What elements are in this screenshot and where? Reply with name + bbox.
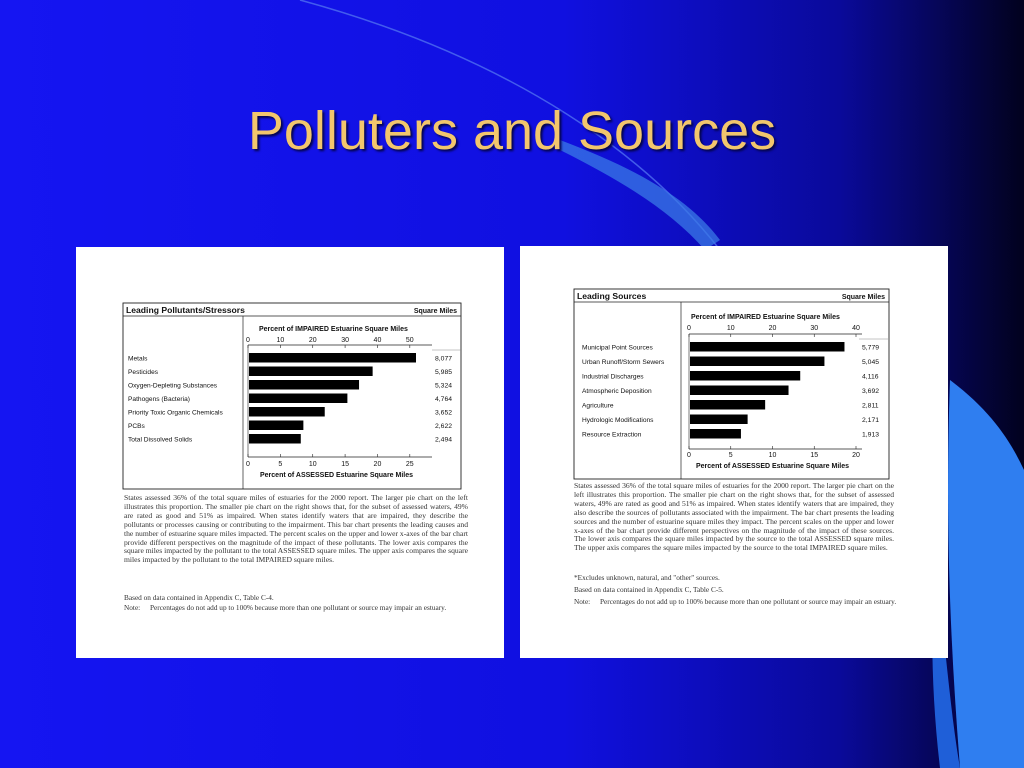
pollutants-note-text: Percentages do not add up to 100% because more than one pollutant or source may impair an estuary. xyxy=(150,603,447,612)
sources-category-label: Urban Runoff/Storm Sewers xyxy=(582,359,665,366)
sources-top-axis-label: Percent of IMPAIRED Estuarine Square Miles xyxy=(691,314,840,321)
pollutants-bar-chart xyxy=(76,247,504,497)
pollutants-bar xyxy=(249,367,373,377)
pollutants-units-label: Square Miles xyxy=(413,308,457,315)
sources-top-tick-label: 0 xyxy=(687,325,691,332)
pollutants-top-tick-label: 40 xyxy=(373,337,382,344)
sources-figure xyxy=(520,246,948,658)
sources-bar-chart xyxy=(520,246,948,482)
pollutants-bar xyxy=(249,353,416,363)
sources-top-tick-label: 30 xyxy=(810,325,819,332)
sources-value-label: 2,171 xyxy=(862,417,880,424)
pollutants-bottom-tick-label: 10 xyxy=(308,461,317,468)
pollutants-title: Leading Pollutants/Stressors xyxy=(126,305,245,315)
sources-value-label: 5,779 xyxy=(862,344,880,352)
sources-bar xyxy=(690,400,765,410)
slide-title: Polluters and Sources xyxy=(247,101,777,161)
sources-excludes: *Excludes unknown, natural, and "other" sources. xyxy=(574,573,720,582)
pollutants-value-label: 8,077 xyxy=(435,355,453,363)
pollutants-value-label: 4,764 xyxy=(435,396,453,403)
sources-title: Leading Sources xyxy=(577,291,647,301)
sources-category-label: Agriculture xyxy=(582,402,614,410)
pollutants-caption: States assessed 36% of the total square miles of estuaries for the 2000 report. The larger pie chart on the left illustrates this proportion. The smaller pie chart on the right shows that, for the subset of assessed waters, 49% are rated as good and 51% as impaired. When states identify waters that are impaired, they describe the pollutants or processes causing or contributing to the impairment. This bar chart presents the leading causes and the number of estuarine square miles impacted. The percent scales on the upper and lower x-axes of the bar chart provide different perspectives on the magnitude of the impact of these pollutants. The lower axis compares the square miles impacted by the pollutant to the total ASSESSED square miles. The upper axis compares the square miles impacted by the pollutant to the total IMPAIRED square miles. xyxy=(124,493,468,565)
sources-category-label: Municipal Point Sources xyxy=(582,344,653,352)
pollutants-bottom-tick-label: 0 xyxy=(246,461,250,468)
sources-note-label: Note: xyxy=(574,597,591,606)
pollutants-bar xyxy=(249,407,325,417)
pollutants-category-label: PCBs xyxy=(128,423,145,430)
sources-category-label: Atmospheric Deposition xyxy=(582,388,652,395)
pollutants-value-label: 5,324 xyxy=(435,382,453,390)
pollutants-top-tick-label: 50 xyxy=(405,337,414,344)
sources-bar xyxy=(690,415,748,425)
pollutants-based-on: Based on data contained in Appendix C, Table C-4. xyxy=(124,593,274,602)
pollutants-bottom-tick-label: 15 xyxy=(341,461,349,468)
sources-bottom-tick-label: 20 xyxy=(852,452,860,459)
pollutants-note-label: Note: xyxy=(124,603,141,612)
sources-value-label: 2,811 xyxy=(862,402,879,410)
pollutants-bar xyxy=(249,394,347,404)
sources-category-label: Industrial Discharges xyxy=(582,373,644,381)
sources-bottom-tick-label: 0 xyxy=(687,452,691,459)
sources-bottom-tick-label: 15 xyxy=(810,452,819,459)
pollutants-value-label: 5,985 xyxy=(435,369,453,376)
sources-note-text: Percentages do not add up to 100% because more than one pollutant or source may impair an estuary. xyxy=(600,597,897,606)
pollutants-category-label: Priority Toxic Organic Chemicals xyxy=(128,409,223,417)
sources-top-tick-label: 10 xyxy=(726,325,735,332)
sources-category-label: Resource Extraction xyxy=(582,431,642,439)
sources-xlabel: Percent of ASSESSED Estuarine Square Miles xyxy=(696,463,850,470)
pollutants-xlabel: Percent of ASSESSED Estuarine Square Miles xyxy=(260,472,414,479)
pollutants-figure xyxy=(76,247,504,658)
pollutants-bottom-tick-label: 25 xyxy=(405,461,414,468)
sources-bar xyxy=(690,429,741,439)
pollutants-top-tick-label: 20 xyxy=(308,337,317,344)
sources-bottom-tick-label: 5 xyxy=(728,452,733,459)
sources-based-on: Based on data contained in Appendix C, Table C-5. xyxy=(574,585,724,594)
pollutants-value-label: 2,622 xyxy=(435,423,453,430)
pollutants-top-tick-label: 0 xyxy=(246,337,250,344)
pollutants-top-axis-label: Percent of IMPAIRED Estuarine Square Miles xyxy=(259,326,408,333)
sources-value-label: 4,116 xyxy=(862,373,879,381)
pollutants-top-tick-label: 30 xyxy=(341,337,349,344)
pollutants-top-tick-label: 10 xyxy=(276,337,285,344)
sources-value-label: 5,045 xyxy=(862,359,880,366)
sources-top-tick-label: 20 xyxy=(768,325,777,332)
pollutants-category-label: Metals xyxy=(128,355,148,363)
pollutants-category-label: Pesticides xyxy=(128,369,159,376)
sources-units-label: Square Miles xyxy=(841,294,885,301)
pollutants-category-label: Total Dissolved Solids xyxy=(128,436,193,444)
pollutants-bottom-tick-label: 5 xyxy=(278,461,283,468)
pollutants-bar xyxy=(249,380,359,390)
sources-value-label: 3,692 xyxy=(862,388,880,395)
sources-caption: States assessed 36% of the total square miles of estuaries for the 2000 report. The larger pie chart on the left illustrates this proportion. The smaller pie chart on the right shows that, for the subset of assessed waters, 49% are rated as good and 51% as impaired. When states identify waters that are impaired, they also describe the sources of pollutants associated with the impairment. The bar chart presents the leading sources and the number of estuarine square miles they impact. The percent scales on the upper and lower x-axes of the bar chart provide different perspectives on the magnitude of the impact of these sources. The lower axis compares the square miles impacted by the source to the total ASSESSED square miles. The upper axis compares the square miles impacted by the source to the total IMPAIRED square miles. xyxy=(574,481,894,553)
pollutants-value-label: 2,494 xyxy=(435,436,453,444)
sources-bar xyxy=(690,371,800,381)
sources-bar xyxy=(690,357,824,367)
sources-bar xyxy=(690,342,844,352)
sources-bar xyxy=(690,386,789,396)
pollutants-category-label: Pathogens (Bacteria) xyxy=(128,396,190,403)
pollutants-value-label: 3,652 xyxy=(435,409,453,417)
sources-category-label: Hydrologic Modifications xyxy=(582,417,654,424)
sources-bottom-tick-label: 10 xyxy=(768,452,777,459)
sources-value-label: 1,913 xyxy=(862,431,880,439)
sources-top-tick-label: 40 xyxy=(852,325,860,332)
pollutants-bottom-tick-label: 20 xyxy=(373,461,382,468)
pollutants-category-label: Oxygen-Depleting Substances xyxy=(128,382,218,390)
pollutants-bar xyxy=(249,421,303,431)
pollutants-bar xyxy=(249,434,301,444)
